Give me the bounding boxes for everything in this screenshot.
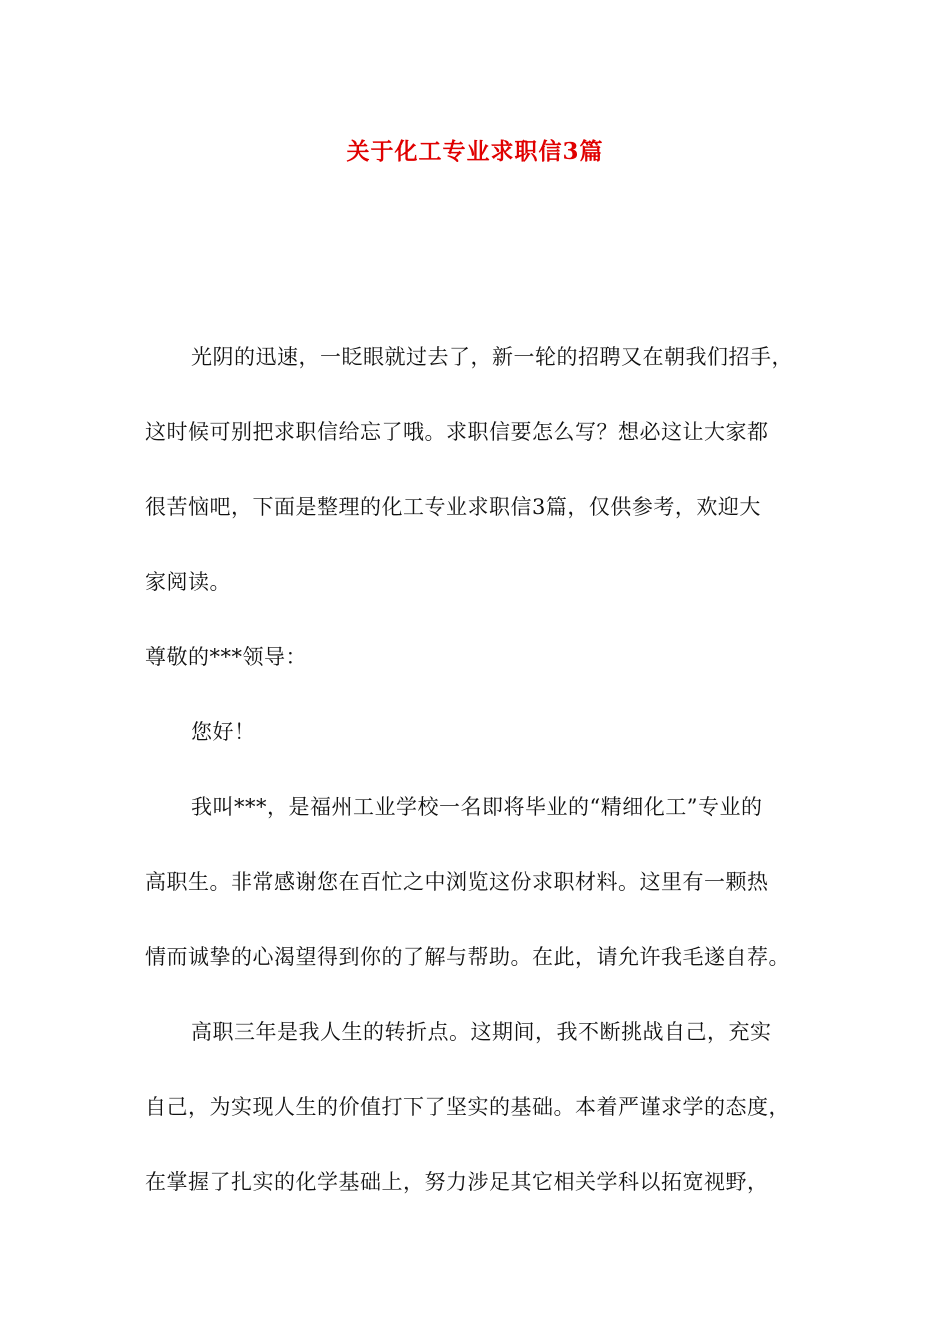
text-line: 您好！ — [191, 720, 256, 744]
greeting — [145, 695, 825, 770]
study-experience-paragraph — [145, 995, 825, 1220]
text-line: 我叫***，是福州工业学校一名即将毕业的“精细化工”专业的 — [191, 795, 763, 819]
text-line: 尊敬的***领导： — [145, 645, 307, 669]
text-line: 很苦恼吧，下面是整理的化工专业求职信3篇，仅供参考，欢迎大 — [145, 495, 761, 519]
text-line: 高职三年是我人生的转折点。这期间，我不断挑战自己，充实 — [191, 1020, 772, 1044]
text-line: 在掌握了扎实的化学基础上，努力涉足其它相关学科以拓宽视野， — [145, 1170, 769, 1194]
self-introduction-paragraph — [145, 770, 825, 995]
intro-paragraph — [145, 320, 825, 620]
document-title: 关于化工专业求职信3篇 — [346, 138, 604, 165]
salutation — [145, 620, 825, 695]
text-line: 这时候可别把求职信给忘了哦。求职信要怎么写？想必这让大家都 — [145, 420, 769, 444]
text-line: 高职生。非常感谢您在百忙之中浏览这份求职材料。这里有一颗热 — [145, 870, 769, 894]
text-line: 家阅读。 — [145, 570, 231, 594]
text-line: 光阴的迅速，一眨眼就过去了，新一轮的招聘又在朝我们招手， — [191, 345, 793, 369]
document-body — [145, 320, 825, 1220]
text-line: 自己，为实现人生的价值打下了坚实的基础。本着严谨求学的态度， — [145, 1095, 790, 1119]
text-line: 情而诚挚的心渴望得到你的了解与帮助。在此，请允许我毛遂自荐。 — [145, 945, 790, 969]
